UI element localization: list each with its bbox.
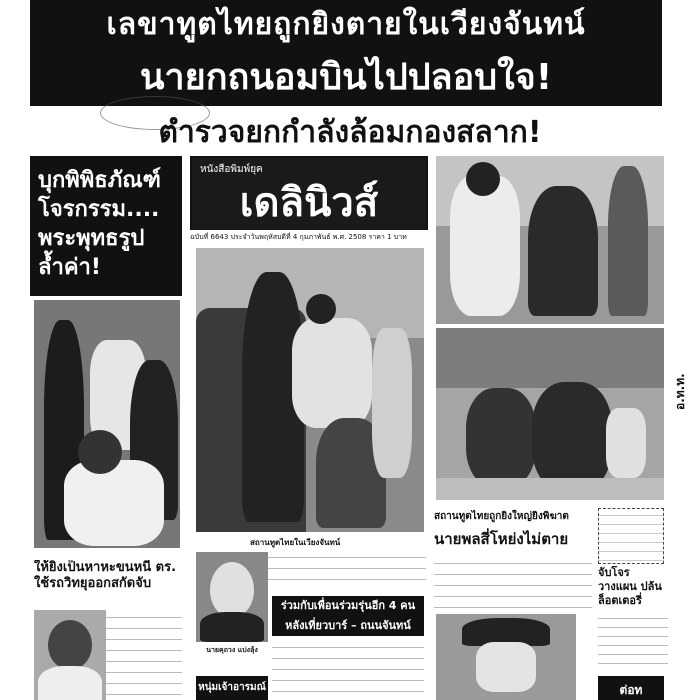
masthead-issue-line [190,230,428,244]
right-box-title [598,566,668,610]
center-caption-body [250,550,426,586]
right-caption-body [434,556,592,610]
center-article-body [272,640,424,700]
headline-top-banner [30,0,662,50]
left-box-headline: บุกพิพิธภัณฑ์ โจรกรรม.... พระพุทธรูป ล้ำค่า! [38,168,161,280]
left-headline-box [30,156,182,296]
left-portrait-caption-text: นายคุถวง แบ่งลุ้ง [206,646,258,654]
bottom-left-box [196,676,268,700]
right-box-body [598,612,668,672]
right-caption-line2 [434,526,594,552]
center-portrait-photo [196,552,268,642]
left-portrait-photo [34,610,106,700]
bottom-right-tag [598,676,664,700]
bottom-left-box-text: หนุ่มเจ้าอารมณ์ [198,682,266,693]
masthead-title: เดลินิวส์ [239,180,379,226]
headline-second: นายกถนอมบินไปปลอบใจ! [139,57,553,98]
right-photo-officials [436,156,664,324]
police-officer-photo [436,614,576,700]
masthead-subtitle: หนังสือพิมพ์ยุค [200,164,263,175]
side-vertical-label: อ.ท.ท. [673,373,687,410]
right-box-title-text: จับโจรวางแผน ปล้นล็อตเตอรี่ [598,566,662,607]
right-dotted-box [598,508,664,564]
left-article-heading-text: ให้ยิ่งเป็นหาหะขนหนี ตร. ใช้รถวิทยุออกสกัดจับ [34,560,177,591]
headline-second-banner [30,50,662,106]
center-photo-car-scene [196,248,424,532]
right-caption-line2-text: นายพลสี่โหย่งไม่ตาย [434,530,569,548]
left-article-heading [34,560,182,608]
right-caption-line1 [434,508,594,526]
right-caption-line1-text: สถานทูตไทยถูกยิงใหญ่ยิงพิฆาต [434,511,569,522]
left-photo-museum-arrest [34,300,180,548]
left-portrait-caption [196,644,268,656]
side-vertical-text [670,330,694,410]
headline-third-text: ตำรวจยกกำลังล้อมกองสลาก! [158,115,542,150]
bottom-right-tag-text: ต่อท [619,683,643,697]
masthead [190,156,428,240]
right-photo-elephants [436,328,664,500]
center-caption-small [250,536,426,550]
masthead-issue-text: ฉบับที่ 6643 ประจำวันพฤหัสบดีที่ 4 กุมภาพันธ์ พ.ศ. 2508 ราคา 1 บาท [190,233,407,241]
headline-top: เลขาทูตไทยถูกยิงตายในเวียงจันทน์ [106,7,586,42]
center-article-heading: ร่วมกับเพื่อนร่วมรุ่นอีก 4 คน หลังเที่ยวบาร์ – ถนนจันทน์ [280,599,416,632]
headline-third [30,112,670,154]
center-article-heading-box [272,596,424,636]
center-caption-text: สถานทูตไทยในเวียงจันทน์ [250,538,341,547]
